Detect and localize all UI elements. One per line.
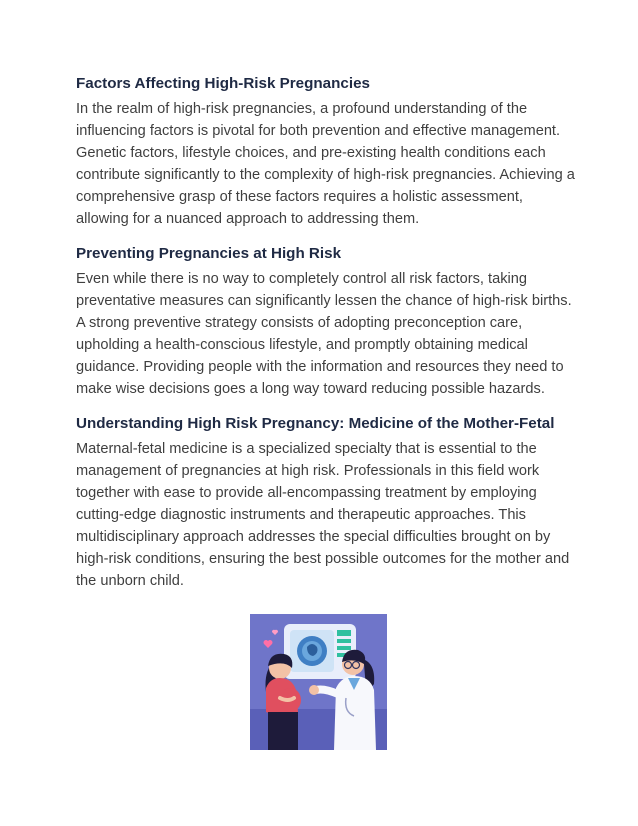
section-preventing — [76, 244, 576, 400]
section-heading: Factors Affecting High-Risk Pregnancies — [76, 75, 370, 92]
doctor-patient-illustration — [250, 614, 387, 750]
section-heading: Preventing Pregnancies at High Risk — [76, 245, 342, 262]
section-body: Even while there is no way to completely control all risk factors, taking preventative measures can significantly lessen the chance of high-risk births. A strong preventive strategy consists of adopting preconception care, upholding a health-conscious lifestyle, and promptly obtaining medical guidance. Providing people with the information and resources they need to make wise decisions goes a long way toward reducing possible hazards. — [76, 271, 572, 397]
section-body: In the realm of high-risk pregnancies, a profound understanding of the influencing factors is pivotal for both prevention and effective management. Genetic factors, lifestyle choices, and pre-existing health conditions each contribute significantly to the complexity of high-risk pregnancies. Achieving a comprehensive grasp of these factors requires a holistic assessment, allowing for a nuanced approach to addressing them. — [76, 101, 575, 227]
section-heading: Understanding High Risk Pregnancy: Medicine of the Mother-Fetal — [76, 415, 555, 432]
section-maternal-fetal — [76, 414, 576, 592]
doctor-pregnant-patient-ultrasound-illustration-icon — [250, 614, 387, 750]
section-body: Maternal-fetal medicine is a specialized specialty that is essential to the management of pregnancies at high risk. Professionals in this field work together with ease to provide all-encompassing treatment by employing cutting-edge diagnostic instruments and therapeutic approaches. This multidisciplinary approach addresses the special difficulties brought on by high-risk conditions, ensuring the best possible outcomes for the mother and the unborn child. — [76, 441, 570, 589]
document-page — [76, 74, 576, 606]
section-factors — [76, 74, 576, 230]
